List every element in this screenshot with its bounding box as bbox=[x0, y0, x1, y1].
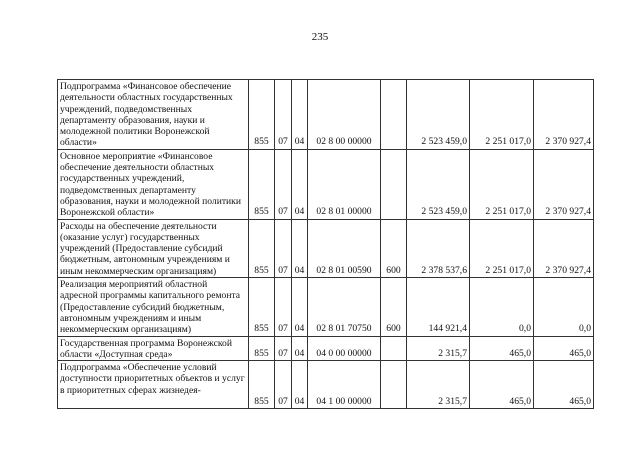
target-article-cell: 02 8 01 00590 bbox=[308, 219, 381, 277]
section-code-cell: 07 bbox=[275, 219, 292, 277]
table-row bbox=[58, 336, 594, 361]
row-name-cell: Государственная программа Воронежской области «Доступная среда» bbox=[58, 336, 249, 361]
budget-table-body bbox=[58, 80, 594, 409]
table-row bbox=[58, 361, 594, 409]
expense-type-cell bbox=[381, 361, 407, 409]
amount-year-1-cell: 2 523 459,0 bbox=[407, 80, 470, 150]
table-row bbox=[58, 149, 594, 219]
amount-year-2-cell: 465,0 bbox=[470, 361, 534, 409]
ministry-code-cell: 855 bbox=[249, 219, 275, 277]
subsection-code-cell: 04 bbox=[292, 278, 308, 336]
table-row bbox=[58, 219, 594, 277]
expense-type-cell bbox=[381, 149, 407, 219]
expense-type-cell bbox=[381, 80, 407, 150]
amount-year-2-cell: 2 251 017,0 bbox=[470, 80, 534, 150]
amount-year-2-cell: 2 251 017,0 bbox=[470, 149, 534, 219]
subsection-code-cell: 04 bbox=[292, 336, 308, 361]
ministry-code-cell: 855 bbox=[249, 149, 275, 219]
subsection-code-cell: 04 bbox=[292, 149, 308, 219]
section-code-cell: 07 bbox=[275, 361, 292, 409]
amount-year-1-cell: 2 315,7 bbox=[407, 361, 470, 409]
target-article-cell: 02 8 00 00000 bbox=[308, 80, 381, 150]
target-article-cell: 04 0 00 00000 bbox=[308, 336, 381, 361]
target-article-cell: 02 8 01 70750 bbox=[308, 278, 381, 336]
amount-year-3-cell: 465,0 bbox=[534, 361, 594, 409]
amount-year-1-cell: 2 523 459,0 bbox=[407, 149, 470, 219]
expense-type-cell: 600 bbox=[381, 219, 407, 277]
target-article-cell: 02 8 01 00000 bbox=[308, 149, 381, 219]
subsection-code-cell: 04 bbox=[292, 361, 308, 409]
ministry-code-cell: 855 bbox=[249, 361, 275, 409]
subsection-code-cell: 04 bbox=[292, 219, 308, 277]
amount-year-1-cell: 2 315,7 bbox=[407, 336, 470, 361]
amount-year-3-cell: 2 370 927,4 bbox=[534, 80, 594, 150]
amount-year-3-cell: 465,0 bbox=[534, 336, 594, 361]
row-name-cell: Подпрограмма «Обеспечение условий доступности приоритетных объектов и услуг в приоритетных сферах жизнедея- bbox=[58, 361, 249, 409]
expense-type-cell bbox=[381, 336, 407, 361]
section-code-cell: 07 bbox=[275, 149, 292, 219]
amount-year-3-cell: 2 370 927,4 bbox=[534, 219, 594, 277]
row-name-cell: Подпрограмма «Финансовое обеспечение деятельности областных государственных учреждений, подведомственных департаменту образования, науки и молодежной политики Воронежской области» bbox=[58, 80, 249, 150]
subsection-code-cell: 04 bbox=[292, 80, 308, 150]
amount-year-1-cell: 144 921,4 bbox=[407, 278, 470, 336]
amount-year-2-cell: 0,0 bbox=[470, 278, 534, 336]
amount-year-2-cell: 2 251 017,0 bbox=[470, 219, 534, 277]
ministry-code-cell: 855 bbox=[249, 336, 275, 361]
amount-year-3-cell: 0,0 bbox=[534, 278, 594, 336]
section-code-cell: 07 bbox=[275, 278, 292, 336]
row-name-cell: Реализация мероприятий областной адресной программы капитального ремонта (Предоставление субсидий бюджетным, автономным учреждениям и иным некоммерческим организациям) bbox=[58, 278, 249, 336]
table-row bbox=[58, 278, 594, 336]
section-code-cell: 07 bbox=[275, 336, 292, 361]
expense-type-cell: 600 bbox=[381, 278, 407, 336]
amount-year-3-cell: 2 370 927,4 bbox=[534, 149, 594, 219]
target-article-cell: 04 1 00 00000 bbox=[308, 361, 381, 409]
amount-year-2-cell: 465,0 bbox=[470, 336, 534, 361]
budget-table bbox=[57, 79, 594, 409]
table-row bbox=[58, 80, 594, 150]
ministry-code-cell: 855 bbox=[249, 278, 275, 336]
row-name-cell: Расходы на обеспечение деятельности (оказание услуг) государственных учреждений (Предоставление субсидий бюджетным, автономным учреждениям и иным некоммерческим организациям) bbox=[58, 219, 249, 277]
ministry-code-cell: 855 bbox=[249, 80, 275, 150]
section-code-cell: 07 bbox=[275, 80, 292, 150]
page-number: 235 bbox=[311, 31, 329, 43]
row-name-cell: Основное мероприятие «Финансовое обеспечение деятельности областных государственных учреждений, подведомственных департаменту образования, науки и молодежной политики Воронежской области» bbox=[58, 149, 249, 219]
amount-year-1-cell: 2 378 537,6 bbox=[407, 219, 470, 277]
